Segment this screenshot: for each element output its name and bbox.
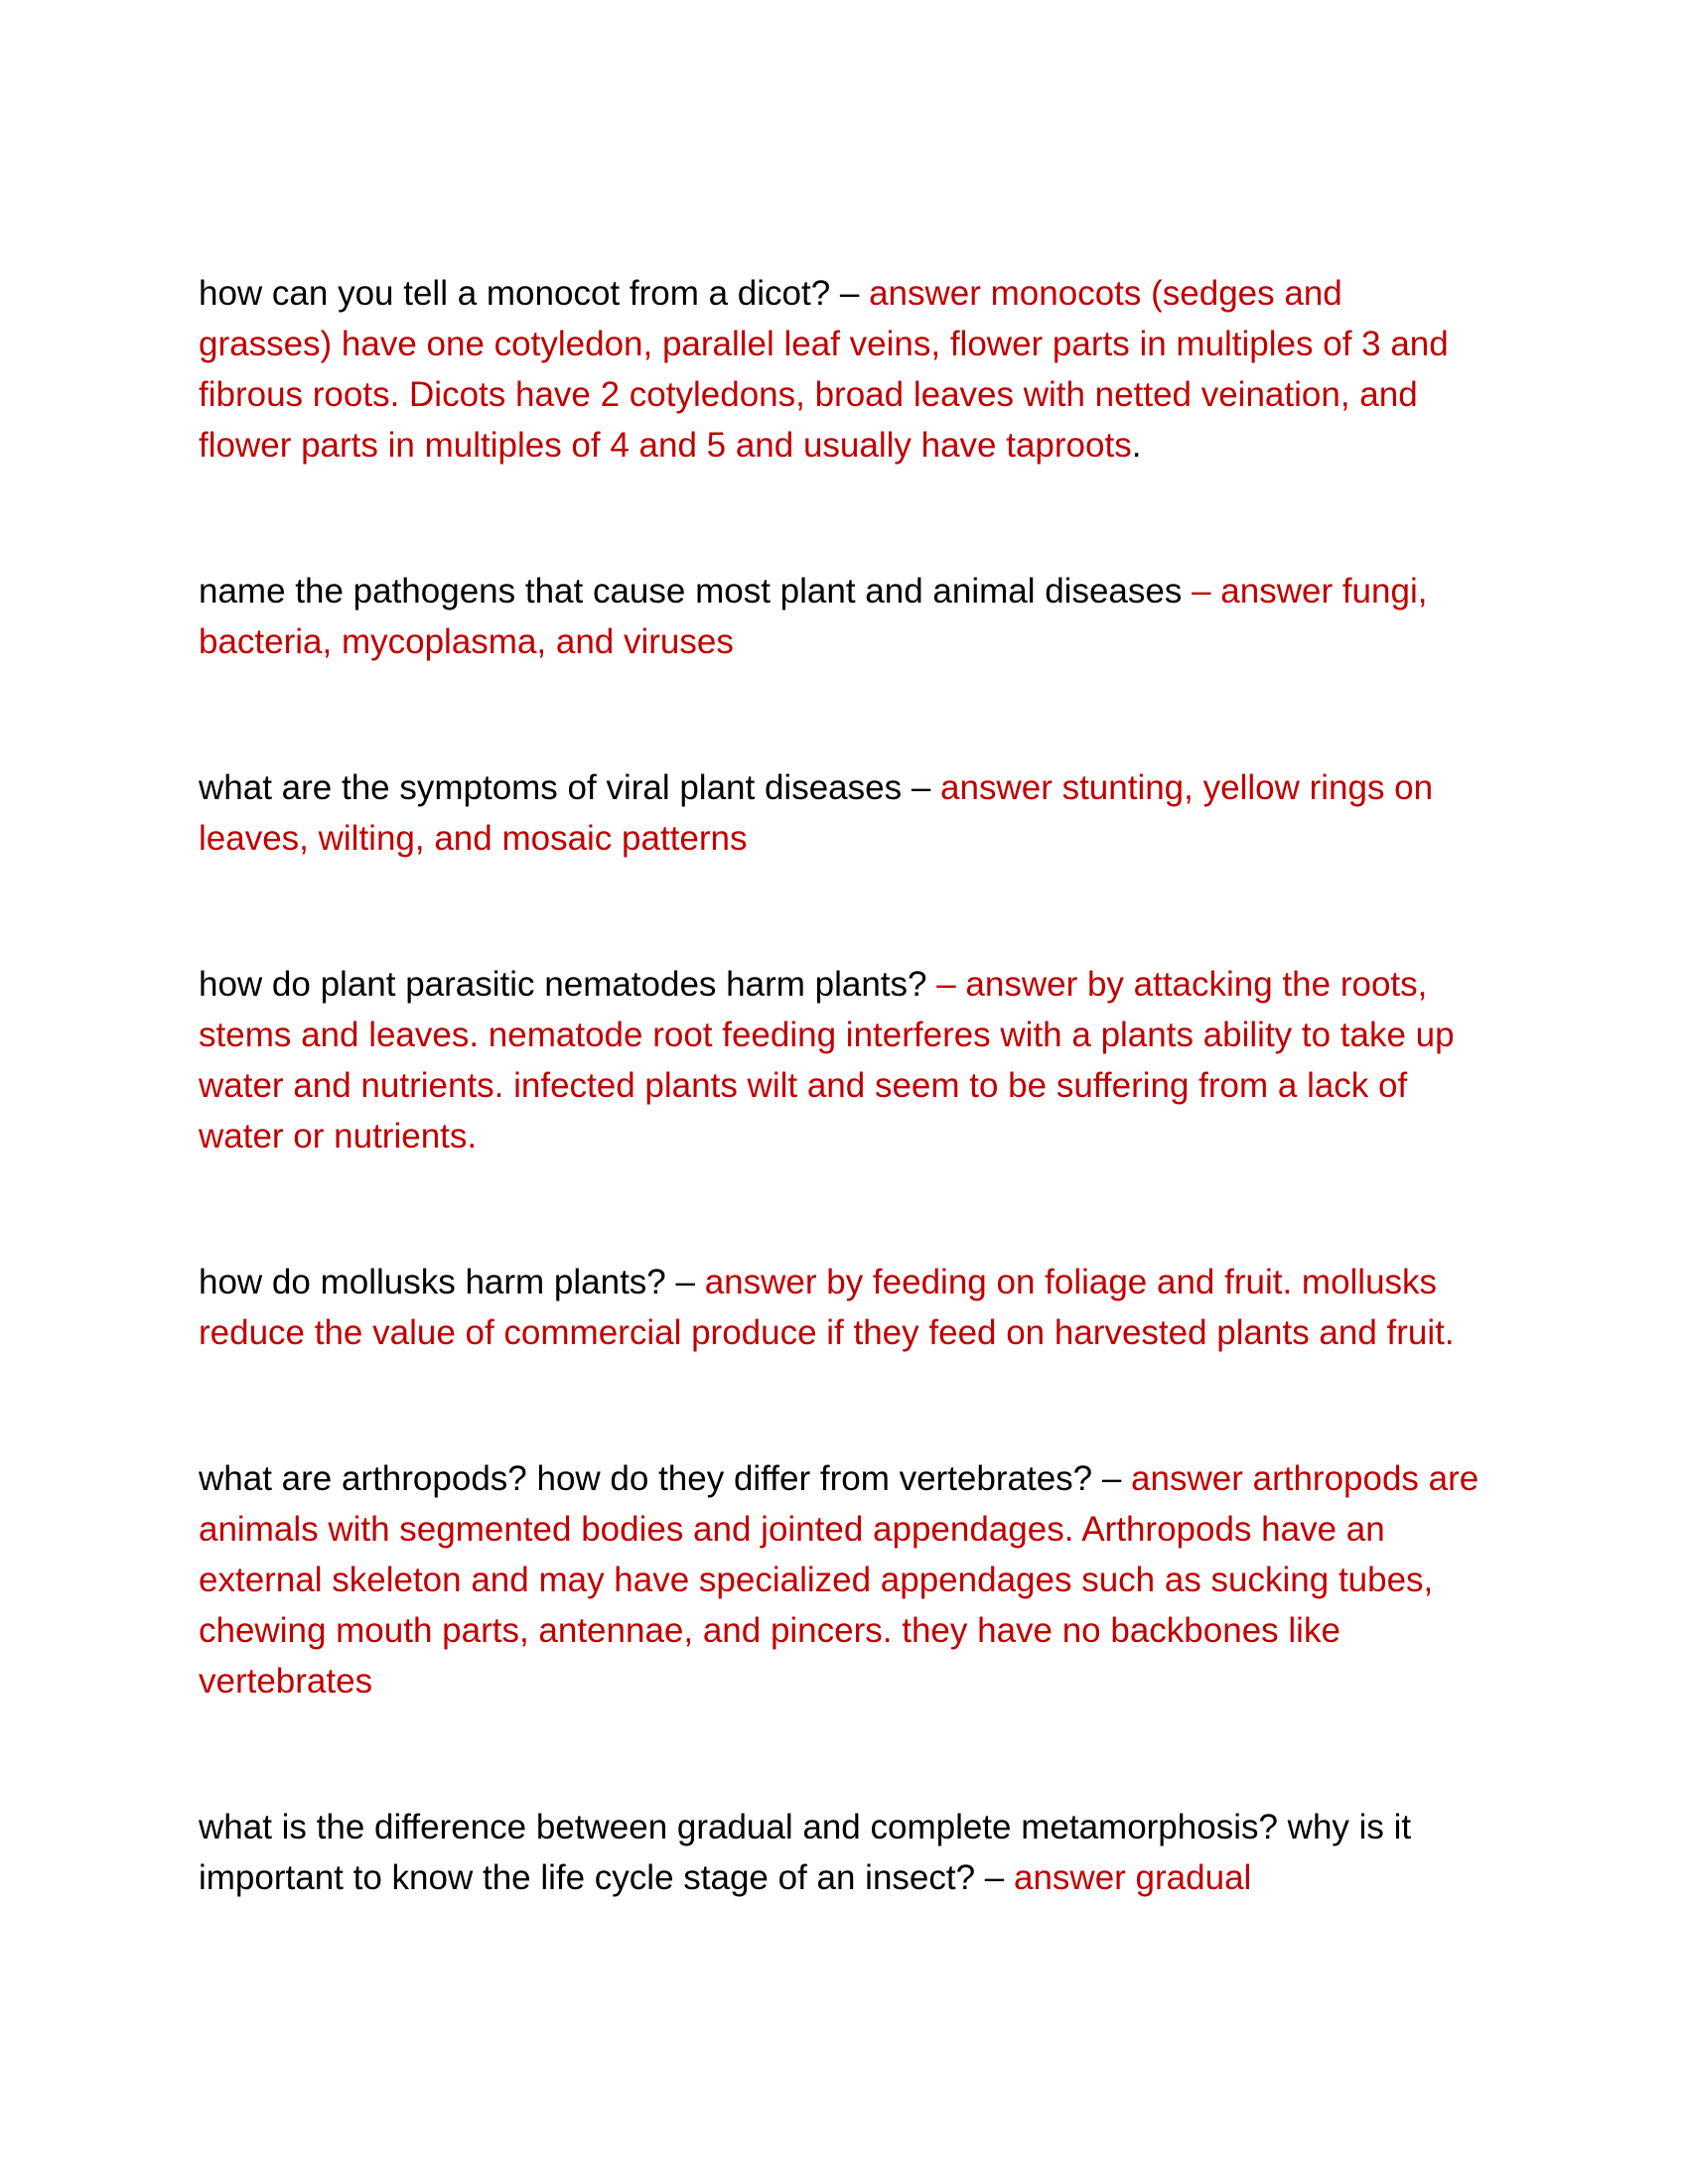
question-suffix: . [1131,426,1142,465]
qa-item-viral-symptoms [199,762,1479,864]
qa-list [199,268,1479,1998]
question-text: how can you tell a monocot from a dicot? – [199,274,870,313]
question-text: what is the difference between gradual and complete metamorphosis? why is it important to know the life cycle stage of an insect? – [199,1808,1412,1897]
qa-item-pathogens [199,566,1479,667]
answer-text: answer stunting, yellow rings on leaves, wilting, and mosaic patterns [199,768,1434,858]
answer-text: answer monocots (sedges and grasses) have one cotyledon, parallel leaf veins, flower parts in multiples of 3 and fibrous roots. Dicots have 2 cotyledons, broad leaves with netted veination, and flower parts in multiples of 4 and 5 and usually have taproots [199,274,1449,465]
qa-item-arthropods [199,1453,1479,1706]
qa-item-monocot-dicot [199,268,1479,471]
question-text: name the pathogens that cause most plant and animal diseases [199,572,1193,611]
answer-text: – answer by attacking the roots, stems and leaves. nematode root feeding interferes with a plants ability to take up water and nutrients. infected plants wilt and seem to be suffering from a lack of water or nutrients. [199,965,1455,1156]
answer-text: answer gradual [1014,1858,1252,1897]
answer-text: – answer fungi, bacteria, mycoplasma, and viruses [199,572,1428,661]
qa-item-mollusks [199,1257,1479,1358]
answer-text: answer arthropods are animals with segmented bodies and jointed appendages. Arthropods have an external skeleton and may have specialized appendages such as sucking tubes, chewing mouth parts, antennae, and pincers. they have no backbones like vertebrates [199,1459,1479,1701]
question-text: how do plant parasitic nematodes harm plants? [199,965,937,1004]
question-text: how do mollusks harm plants? – [199,1263,705,1301]
qa-item-metamorphosis [199,1802,1479,1903]
question-text: what are the symptoms of viral plant diseases – [199,768,941,807]
question-text: what are arthropods? how do they differ from vertebrates? – [199,1459,1132,1498]
answer-text: answer by feeding on foliage and fruit. mollusks reduce the value of commercial produce if they feed on harvested plants and fruit. [199,1263,1455,1352]
qa-item-nematodes [199,959,1479,1161]
